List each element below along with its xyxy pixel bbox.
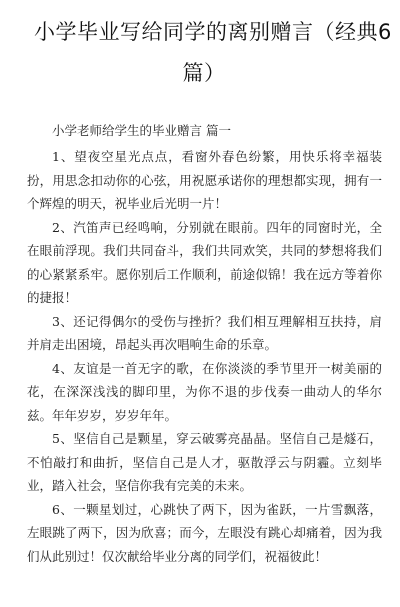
section-heading: 小学老师给学生的毕业赠言 篇一 [52,123,231,138]
title-line-1: 小学毕业写给同学的离别赠言（经典6 [34,20,392,44]
paragraph-4: 4、友谊是一首无字的歌，在你淡淡的季节里开一树美丽的花，在深深浅浅的脚印里，为你不退的步伐奏一曲动人的华尔兹。年年岁岁，岁岁年年。 [27,360,382,423]
article-title [34,12,392,94]
title-line-2: 篇） [182,61,226,85]
article-body [27,118,382,568]
paragraph-1: 1、望夜空星光点点，看窗外春色纷繁，用快乐将幸福装扮，用思念扣动你的心弦，用祝愿承诺你的理想都实现，拥有一个辉煌的明天，祝毕业后光明一片！ [27,149,382,211]
paragraph-2: 2、汽笛声已经鸣响，分别就在眼前。四年的同窗时光，全在眼前浮现。我们共同奋斗，我们共同欢笑，共同的梦想将我们的心紧紧系牢。愿你别后工作顺利，前途似锦！我在远方等着你的捷报！ [27,219,382,305]
paragraph-3: 3、还记得偶尔的受伤与挫折？我们相互理解相互扶持，肩并肩走出困境，昂起头再次唱响生命的乐章。 [27,313,382,352]
paragraph-5: 5、坚信自己是颗星，穿云破雾亮晶晶。坚信自己是燧石，不怕敲打和曲折，坚信自己是人才，驱散浮云与阴霾。立刻毕业，踏入社会，坚信你我有完美的未来。 [27,431,382,493]
paragraph-6: 6、一颗星划过，心跳快了两下，因为雀跃，一片雪飘落，左眼跳了两下，因为欣喜；而今，左眼没有跳心却痛着，因为我们从此别过！仅次献给毕业分离的同学们，祝福彼此！ [27,501,382,564]
